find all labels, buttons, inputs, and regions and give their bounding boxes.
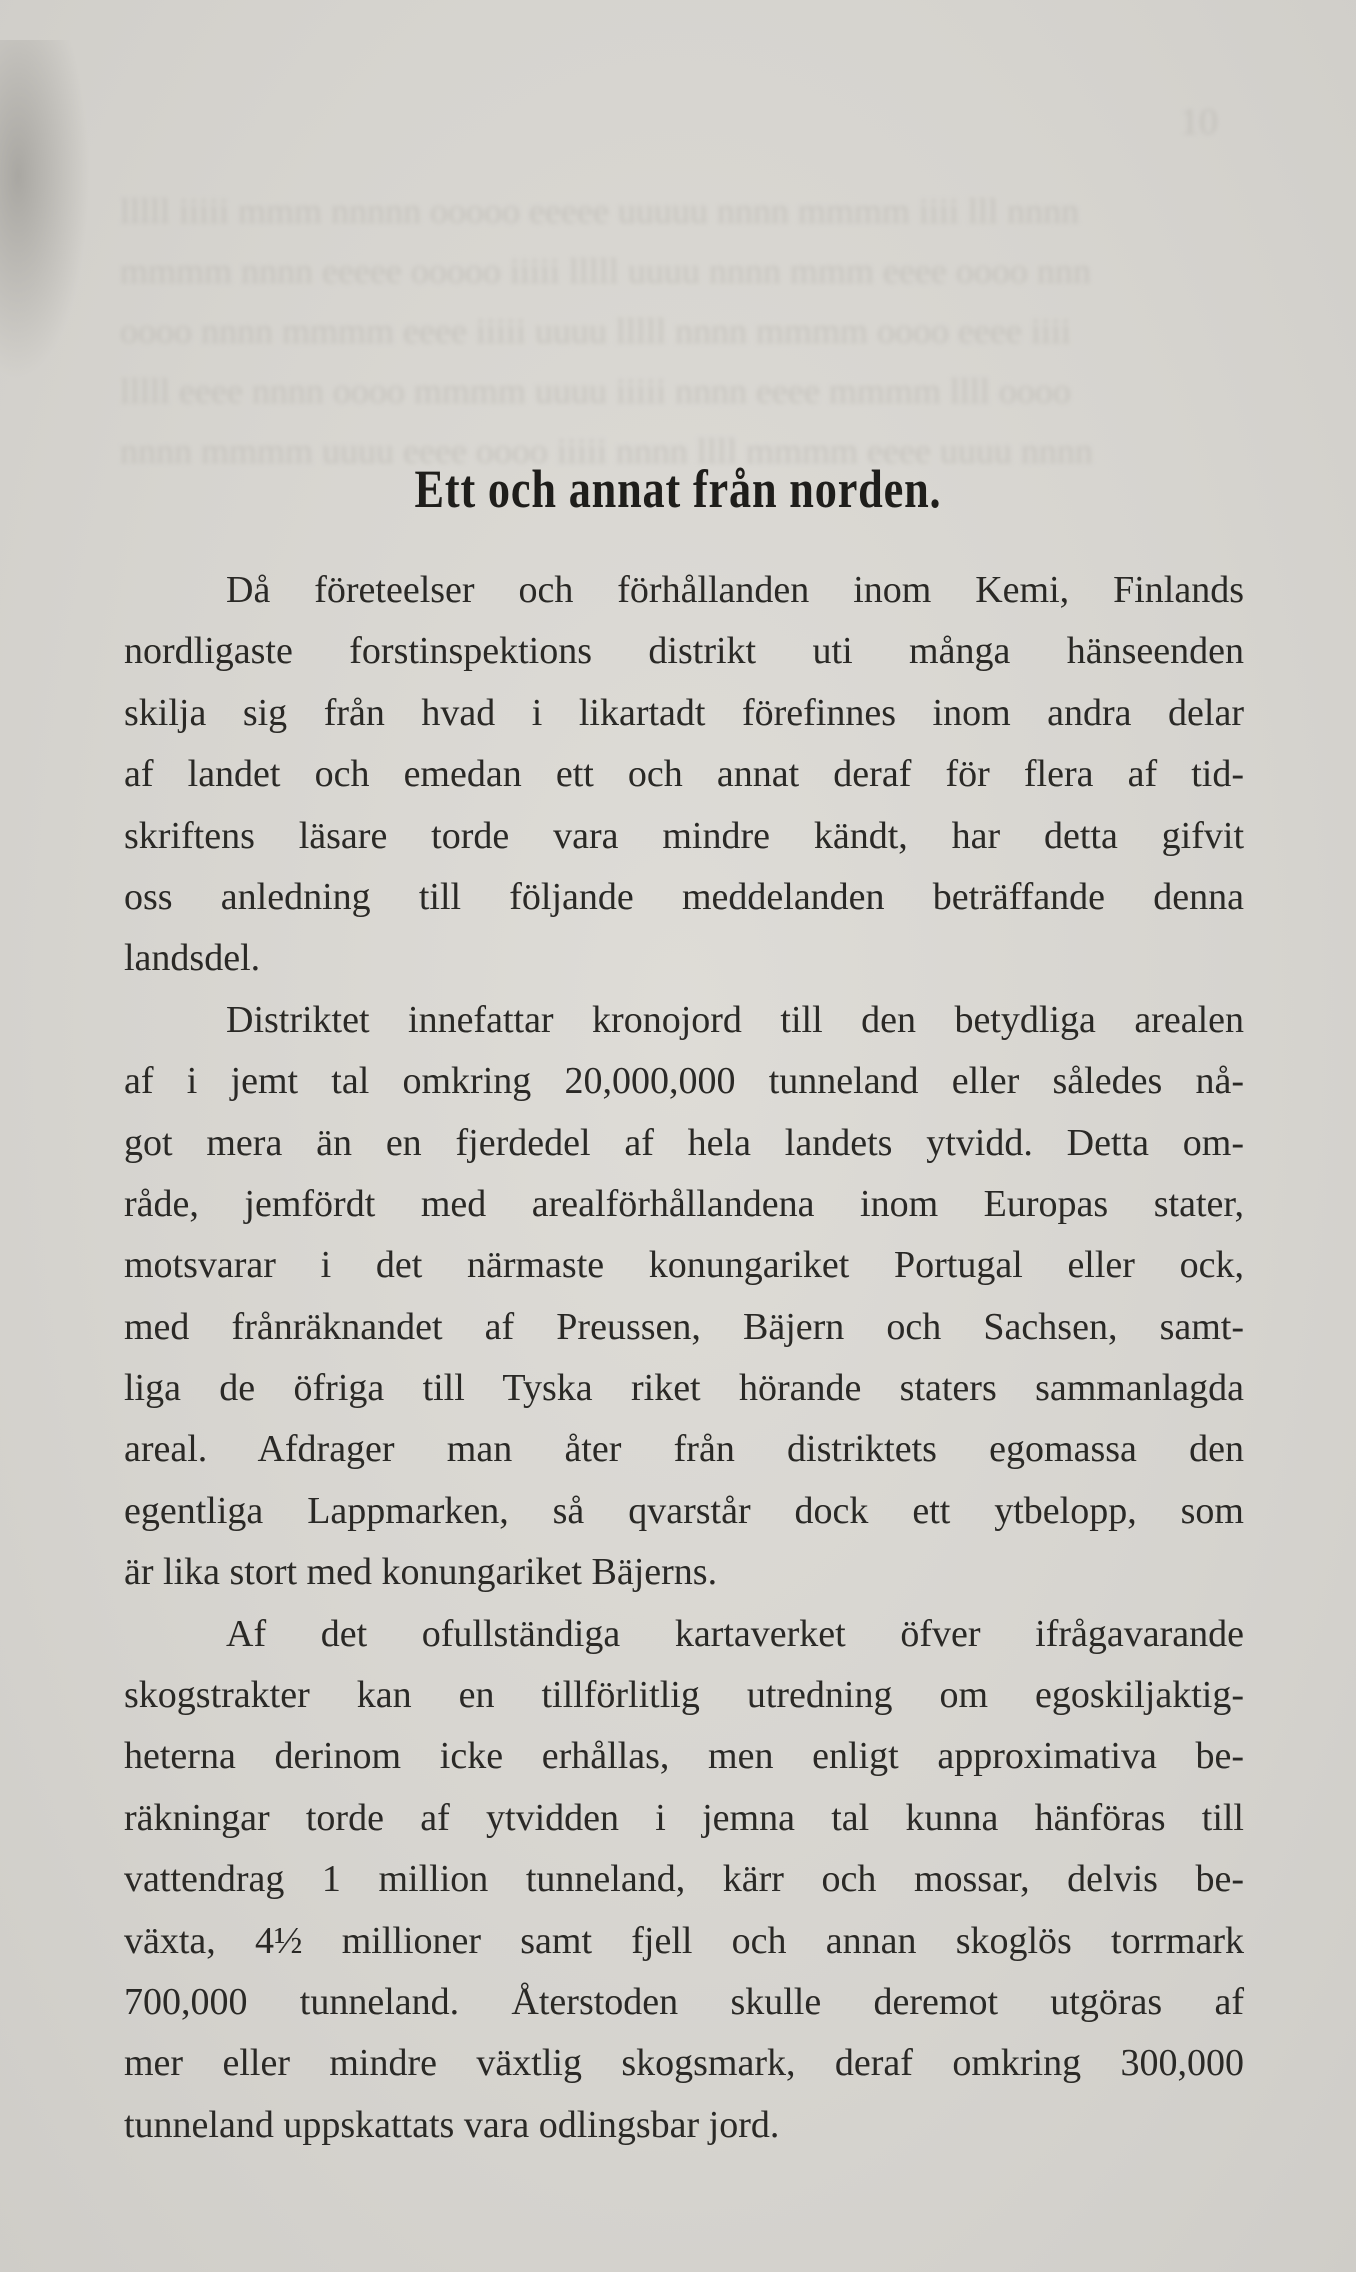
text-line: mer eller mindre växtlig skogsmark, deraf omkring 300,000: [124, 2042, 1244, 2085]
paragraph: [124, 560, 1244, 990]
bleed-through-text: 10 lllll iiiii mmm nnnnn ooooo eeeee uuuuu nnnn mmmm iiii lll nnnn mmmm nnnn eeeee ooooo iiiii lllll uuuu nnnn mmm eeee oooo nnn oooo nnnn mmmm eeee iiiii uuuu lllll nnnn mmmm oooo eeee iiii lllll eeee nnnn oooo mmmm uuuu iiiii nnnn eeee mmmm llll oooo nnnn mmmm uuuu eeee oooo iiiii nnnn llll mmmm eeee uuuu nnnn: [120, 101, 1218, 471]
text-line: af landet och emedan ett och annat deraf för flera af tid-: [124, 753, 1244, 796]
text-line: got mera än en fjerdedel af hela landets ytvidd. Detta om-: [124, 1121, 1244, 1164]
text-line: skogstrakter kan en tillförlitlig utredning om egoskiljaktig-: [124, 1674, 1244, 1717]
text-line: 700,000 tunneland. Återstoden skulle deremot utgöras af: [124, 1980, 1244, 2023]
text-line: räkningar torde af ytvidden i jemna tal kunna hänföras till: [124, 1796, 1244, 1839]
text-line: areal. Afdrager man åter från distriktets egomassa den: [124, 1428, 1244, 1471]
text-line: skilja sig från hvad i likartadt förefinnes inom andra delar: [124, 691, 1244, 734]
text-line: af i jemt tal omkring 20,000,000 tunneland eller således nå-: [124, 1060, 1244, 1103]
paragraph: [124, 1604, 1244, 2157]
text-line: landsdel.: [124, 937, 261, 980]
text-line: egentliga Lappmarken, så qvarstår dock ett ytbelopp, som: [124, 1489, 1244, 1532]
article-title: Ett och annat från norden.: [414, 459, 942, 519]
text-line: liga de öfriga till Tyska riket hörande staters sammanlagda: [124, 1367, 1244, 1410]
text-line: motsvarar i det närmaste konungariket Portugal eller ock,: [124, 1244, 1244, 1287]
text-line: Distriktet innefattar kronojord till den betydliga arealen: [226, 998, 1244, 1041]
text-line: vattendrag 1 million tunneland, kärr och mossar, delvis be-: [124, 1858, 1244, 1901]
text-line: är lika stort med konungariket Bäjerns.: [124, 1551, 718, 1594]
text-line: växta, 4½ millioner samt fjell och annan skoglös torrmark: [124, 1919, 1244, 1962]
text-line: nordligaste forstinspektions distrikt uti många hänseenden: [124, 630, 1244, 673]
text-line: Af det ofullständiga kartaverket öfver ifrågavarande: [226, 1612, 1244, 1655]
text-line: skriftens läsare torde vara mindre kändt, har detta gifvit: [124, 814, 1244, 857]
text-line: med frånräknandet af Preussen, Bäjern och Sachsen, samt-: [124, 1305, 1244, 1348]
text-line: oss anledning till följande meddelanden beträffande denna: [124, 875, 1244, 918]
text-line: tunneland uppskattats vara odlingsbar jord.: [124, 2103, 780, 2146]
text-line: Då företeelser och förhållanden inom Kemi, Finlands: [226, 569, 1244, 611]
text-line: heterna derinom icke erhållas, men enligt approximativa be-: [124, 1735, 1244, 1778]
paragraph: [124, 990, 1244, 1604]
article-body: [124, 560, 1244, 2156]
text-line: råde, jemfördt med arealförhållandena inom Europas stater,: [124, 1182, 1244, 1225]
